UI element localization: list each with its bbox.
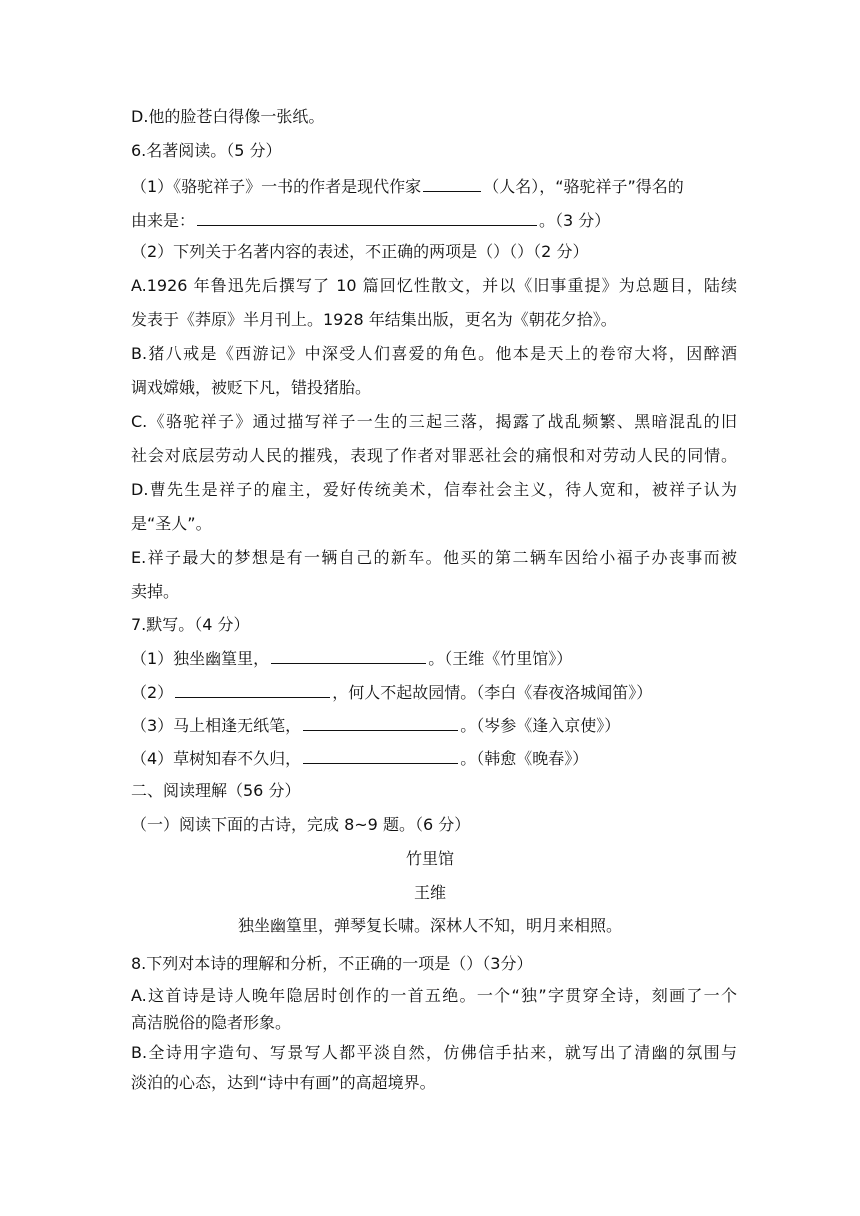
option-b-line1: B.猪八戒是《西游记》中深受人们喜爱的角色。他本是天上的卷帘大将，因醉酒	[131, 344, 737, 363]
option-d-line1: D.曹先生是祥子的雇主，爱好传统美术，信奉社会主义，待人宽和，被祥子认为	[131, 480, 737, 499]
dictation-2-blank[interactable]	[175, 680, 330, 698]
q6-part1-text-a: （1）《骆驼祥子》一书的作者是现代作家	[131, 177, 422, 196]
dictation-2-prompt: （2）	[131, 683, 174, 702]
dictation-2	[131, 680, 652, 704]
dictation-1-prompt: （1）独坐幽篁里，	[131, 649, 270, 668]
question-6-heading: 6.名著阅读。（5 分）	[131, 141, 282, 160]
q6-part1-text-c: 由来是：	[131, 211, 196, 230]
q6-part2: （2）下列关于名著内容的表述，不正确的两项是（）（）（2 分）	[131, 242, 589, 261]
q6-part1-line2	[131, 208, 610, 232]
option-e-line1: E.祥子最大的梦想是有一辆自己的新车。他买的第二辆车因给小福子办丧事而被	[131, 548, 737, 567]
dictation-3-prompt: （3）马上相逢无纸笔，	[131, 716, 302, 735]
option-d-q5: D.他的脸苍白得像一张纸。	[131, 107, 325, 126]
dictation-4-blank[interactable]	[303, 746, 458, 764]
subsection-1-heading: （一）阅读下面的古诗，完成 8~9 题。（6 分）	[131, 815, 471, 834]
dictation-4	[131, 746, 588, 770]
poem-title: 竹里馆	[405, 849, 454, 868]
question-8-heading: 8.下列对本诗的理解和分析，不正确的一项是（）（3分）	[131, 954, 533, 973]
q8-option-a-line1: A.这首诗是诗人晚年隐居时创作的一首五绝。一个“独”字贯穿全诗，刻画了一个	[131, 986, 737, 1005]
option-c-line1: C.《骆驼祥子》通过描写祥子一生的三起三落，揭露了战乱频繁、黑暗混乱的旧	[131, 412, 737, 431]
origin-answer-blank[interactable]	[197, 208, 537, 226]
q6-part1-line1	[131, 174, 684, 198]
q6-part1-text-d: 。（3 分）	[539, 211, 611, 230]
dictation-3-blank[interactable]	[303, 713, 458, 731]
dictation-4-prompt: （4）草树知春不久归，	[131, 749, 302, 768]
option-b-line2: 调戏嫦娥，被贬下凡，错投猪胎。	[131, 378, 372, 397]
option-c-line2: 社会对底层劳动人民的摧残，表现了作者对罪恶社会的痛恨和对劳动人民的同情。	[131, 446, 737, 465]
q8-option-b-line2: 淡泊的心态，达到“诗中有画”的高超境界。	[131, 1073, 436, 1092]
dictation-3-source: 。（岑参《逢入京使》）	[460, 716, 621, 735]
q8-option-a-line2: 高洁脱俗的隐者形象。	[131, 1013, 292, 1032]
option-a-line2: 发表于《莽原》半月刊上。1928 年结集出版，更名为《朝花夕拾》。	[131, 310, 617, 329]
option-d-line2: 是“圣人”。	[131, 514, 212, 533]
poem-author: 王维	[413, 883, 446, 902]
option-a-line1: A.1926 年鲁迅先后撰写了 10 篇回忆性散文，并以《旧事重提》为总题目，陆续	[131, 276, 737, 295]
q6-part1-text-b: （人名），“骆驼祥子”得名的	[483, 177, 684, 196]
option-e-line2: 卖掉。	[131, 582, 180, 601]
q8-option-b-line1: B.全诗用字造句、写景写人都平淡自然，仿佛信手拈来，就写出了清幽的氛围与	[131, 1043, 737, 1062]
question-7-heading: 7.默写。（4 分）	[131, 615, 250, 634]
dictation-1-source: 。（王维《竹里馆》）	[428, 649, 573, 668]
section-2-heading: 二、阅读理解（56 分）	[131, 781, 301, 800]
dictation-4-source: 。（韩愈《晚春》）	[460, 749, 589, 768]
dictation-3	[131, 713, 620, 737]
poem-text: 独坐幽篁里，弹琴复长啸。深林人不知，明月来相照。	[237, 916, 622, 935]
dictation-1-blank[interactable]	[271, 646, 426, 664]
dictation-1	[131, 646, 572, 670]
author-answer-blank[interactable]	[423, 174, 481, 192]
dictation-2-source: ，何人不起故园情。（李白《春夜洛城闻笛》）	[332, 683, 653, 702]
